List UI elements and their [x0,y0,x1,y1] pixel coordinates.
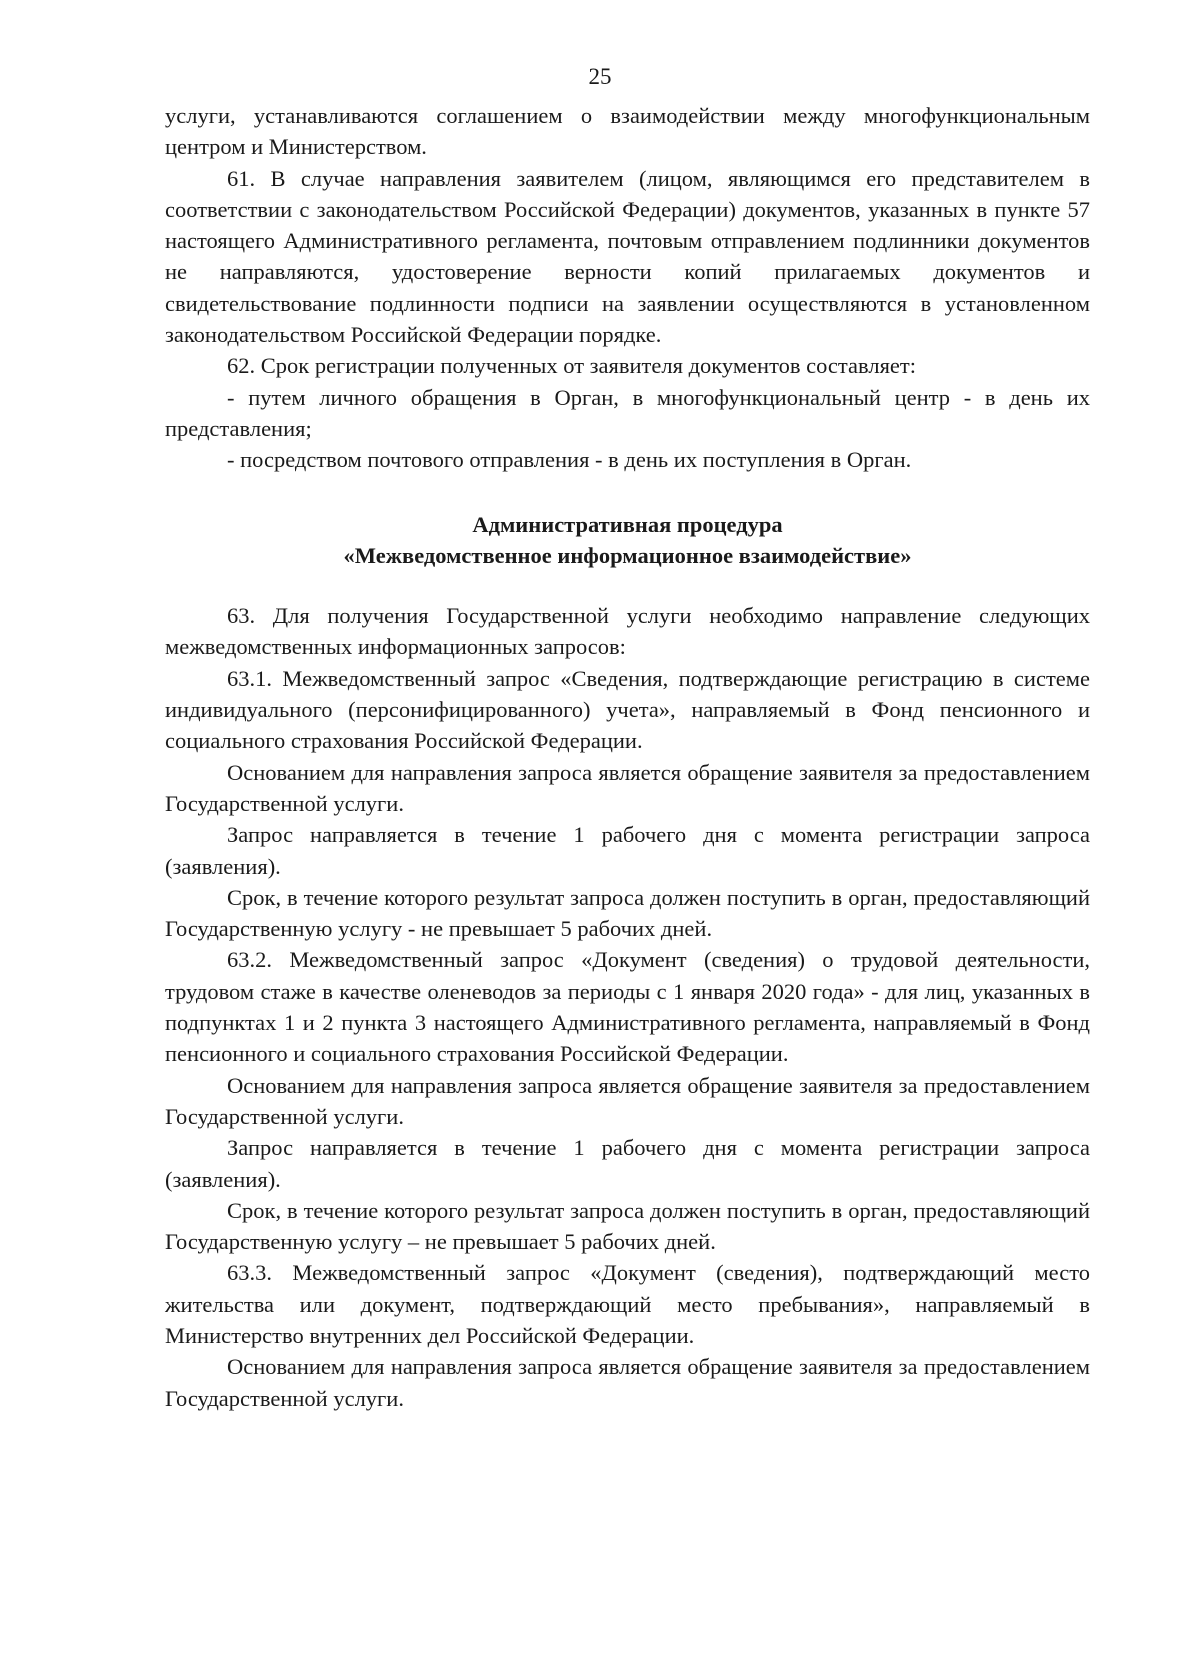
paragraph-63-1-basis: Основанием для направления запроса является обращение заявителя за предоставлением Государственной услуги. [165,759,1090,816]
paragraph-61: 61. В случае направления заявителем (лицом, являющимся его представителем в соответствии с законодательством Российской Федерации) документов, указанных в пункте 57 настоящего Административного регламента, почтовым отправлением подлинники документов не направляются, удостоверение верности копий прилагаемых документов и свидетельствование подлинности подписи на заявлении осуществляются в установленном законодательством Российской Федерации порядке. [165,165,1090,348]
paragraph-63-2-basis: Основанием для направления запроса является обращение заявителя за предоставлением Государственной услуги. [165,1072,1090,1129]
document-body [165,100,1090,1414]
section-heading-line-2: «Межведомственное информационное взаимодействие» [343,542,912,568]
section-heading [165,509,1090,572]
paragraph-continuation: услуги, устанавливаются соглашением о взаимодействии между многофункциональным центром и Министерством. [165,103,1090,160]
paragraph-63-2-deadline: Срок, в течение которого результат запроса должен поступить в орган, предоставляющий Государственную услугу – не превышает 5 рабочих дней. [165,1197,1090,1255]
paragraph-62: 62. Срок регистрации полученных от заявителя документов составляет: [227,353,916,379]
paragraph-63-1-timing: Запрос направляется в течение 1 рабочего дня с момента регистрации запроса (заявления). [165,822,1090,879]
paragraph-63-2: 63.2. Межведомственный запрос «Документ (сведения) о трудовой деятельности, трудовом стаже в качестве оленеводов за периоды с 1 января 2020 года» - для лиц, указанных в подпунктах 1 и 2 пункта 3 настоящего Административного регламента, направляемый в Фонд пенсионного и социального страхования Российской Федерации. [165,947,1090,1067]
paragraph-63-1: 63.1. Межведомственный запрос «Сведения, подтверждающие регистрацию в системе индивидуального (персонифицированного) учета», направляемый в Фонд пенсионного и социального страхования Российской Федерации. [165,665,1090,754]
paragraph-63-2-timing: Запрос направляется в течение 1 рабочего дня с момента регистрации запроса (заявления). [165,1135,1090,1192]
paragraph-62-item-postal: - посредством почтового отправления - в день их поступления в Орган. [227,447,912,473]
paragraph-63-1-deadline: Срок, в течение которого результат запроса должен поступить в орган, предоставляющий Государственную услугу - не превышает 5 рабочих дней. [165,884,1090,942]
paragraph-62-item-personal: - путем личного обращения в Орган, в многофункциональный центр - в день их представления; [165,384,1090,441]
paragraph-63-3-basis: Основанием для направления запроса является обращение заявителя за предоставлением Государственной услуги. [165,1354,1090,1411]
page-number: 25 [588,64,612,89]
paragraph-63: 63. Для получения Государственной услуги необходимо направление следующих межведомственных информационных запросов: [165,603,1090,660]
section-heading-line-1: Административная процедура [472,511,783,537]
paragraph-63-3: 63.3. Межведомственный запрос «Документ (сведения), подтверждающий место жительства или документ, подтверждающий место пребывания», направляемый в Министерство внутренних дел Российской Федерации. [165,1260,1090,1348]
